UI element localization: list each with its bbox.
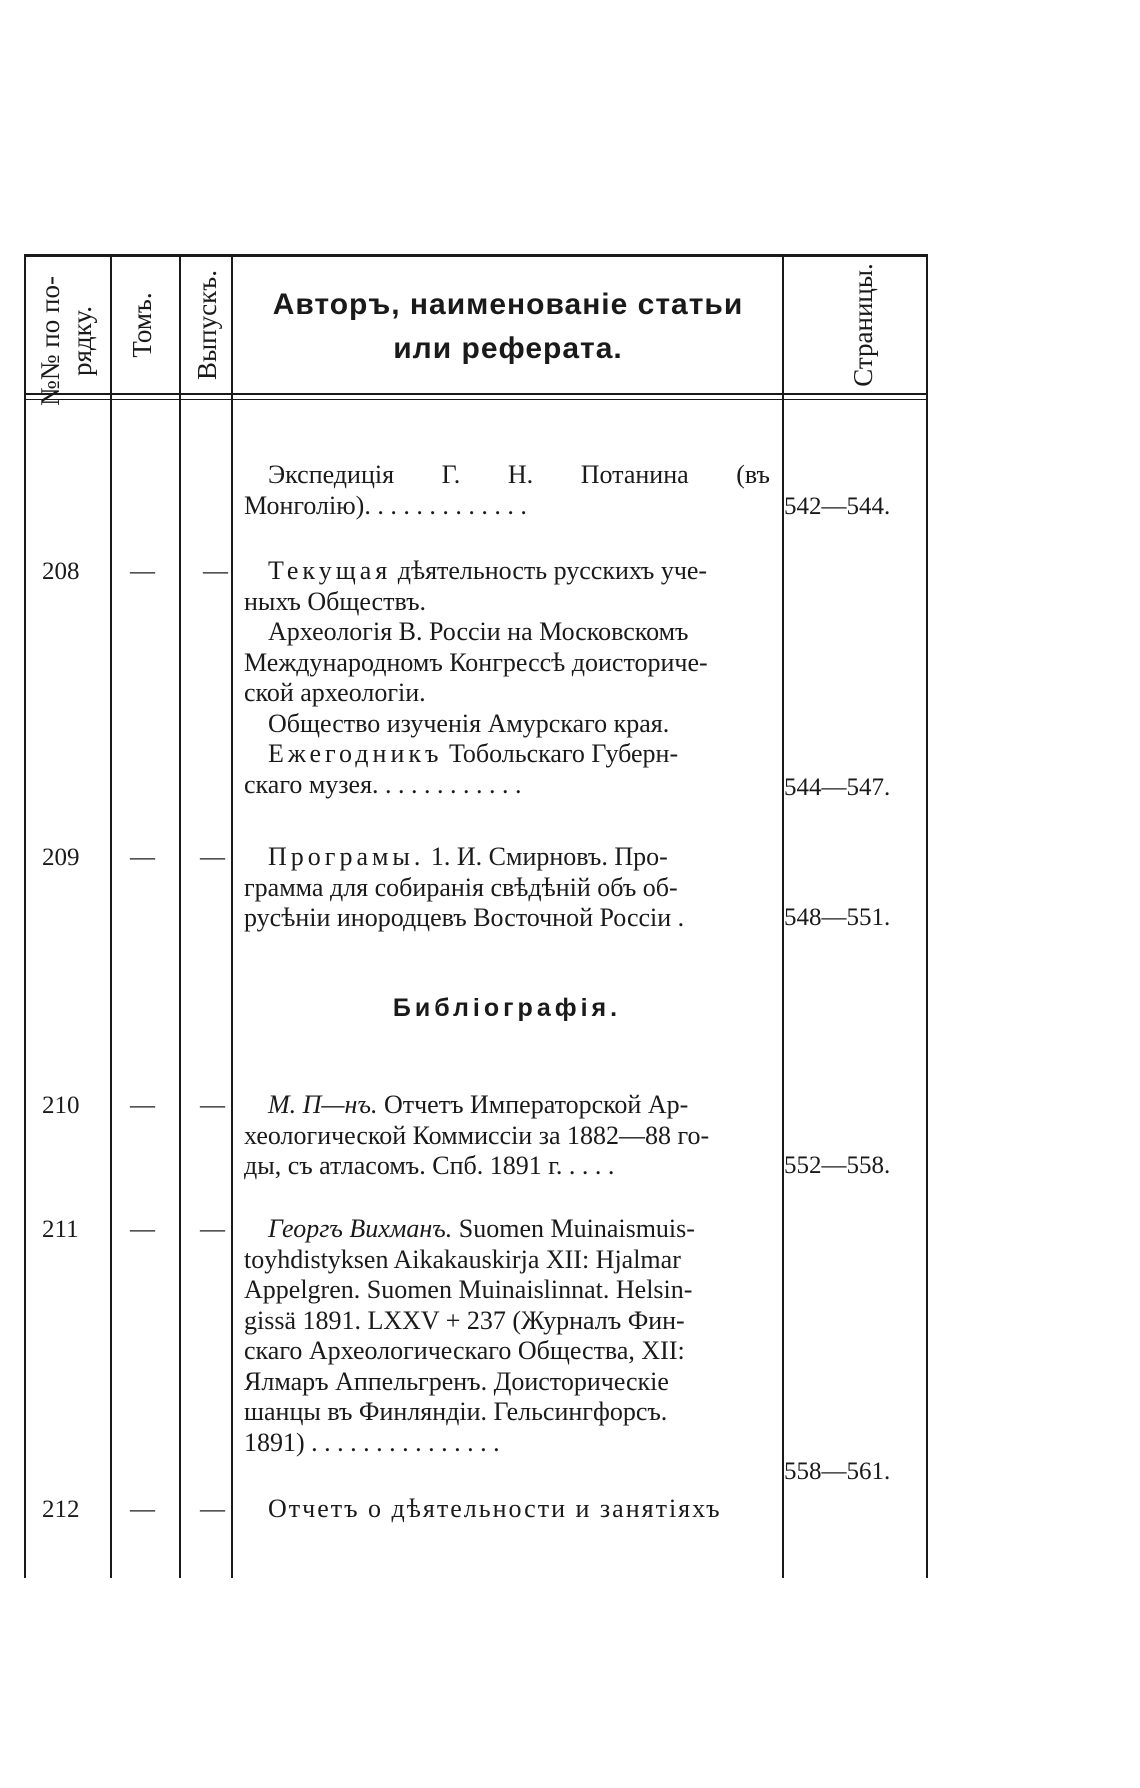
entry-text <box>244 1214 770 1458</box>
header-vypusk: Выпускъ. <box>192 270 222 380</box>
entry-line: Экспедиція Г. Н. Потанина (въ <box>268 460 770 489</box>
entry-line: Отчетъ о дѣятельности и занятіяхъ <box>268 1494 722 1523</box>
vypusk-dash: — <box>203 558 228 585</box>
entry-line-rest: Отчетъ Императорской Ар- <box>377 1090 689 1119</box>
entry-text <box>244 556 770 800</box>
pages-range: 552—558. <box>784 1152 891 1179</box>
entry-line: Археологія В. Россіи на Московскомъ <box>268 617 689 646</box>
entry-line: ныхъ Обществъ. <box>244 586 427 616</box>
tom-dash: — <box>130 1496 155 1523</box>
col-divider-tom <box>179 256 181 1578</box>
pages-range: 542—544. <box>784 493 891 520</box>
entry-text <box>244 1494 770 1525</box>
entry-line <box>244 556 770 587</box>
header-num-line1: №№ по по- <box>35 276 65 406</box>
entry-line: Международномъ Конгрессѣ доисториче- <box>244 647 708 677</box>
pages-range: 548—551. <box>784 904 891 931</box>
tom-dash: — <box>130 558 155 585</box>
entry-text <box>244 1090 770 1182</box>
header-pages: Страницы. <box>848 263 878 387</box>
entry-line-rest: дѣятельность русскихъ уче- <box>391 556 708 585</box>
tom-dash: — <box>130 1092 155 1119</box>
row-number: 211 <box>42 1216 79 1243</box>
header-bottom-rule <box>24 393 928 395</box>
col-divider-left <box>24 254 26 1578</box>
header-title <box>238 283 778 371</box>
entry-author: Георгъ Вихманъ. <box>268 1214 453 1243</box>
entry-line <box>244 739 770 770</box>
entry-line: скаго Археологическаго Общества, XII: <box>244 1336 685 1365</box>
entry-line: Общество изученія Амурскаго края. <box>268 708 670 738</box>
vypusk-dash: — <box>200 1496 225 1523</box>
col-divider-num <box>110 256 112 1578</box>
entry-line: 1891) . . . . . . . . . . . . . . . <box>244 1427 500 1457</box>
entry-line-rest: Suomen Muinaismuis- <box>452 1214 695 1243</box>
vypusk-dash: — <box>200 1092 225 1119</box>
row-number: 212 <box>42 1496 80 1523</box>
entry-line-lead: Текущая <box>268 556 392 585</box>
table-top-rule <box>24 254 928 257</box>
entry-line: русѣніи инородцевъ Восточной Россіи . <box>244 903 685 932</box>
entry-line-lead: Ежегодникъ <box>268 739 443 768</box>
pages-range: 544—547. <box>784 774 891 801</box>
entry-line <box>244 842 770 873</box>
col-divider-vypusk <box>231 256 233 1578</box>
entry-line: грамма для собиранія свѣдѣній объ об- <box>244 872 678 902</box>
entry-line: шанцы въ Финляндіи. Гельсингфорсъ. <box>244 1397 668 1426</box>
entry-line: ской археологіи. <box>244 678 426 707</box>
section-title: Библіографія. <box>392 994 622 1022</box>
header-bottom-rule-2 <box>24 399 928 400</box>
entry-line: Монголію). . . . . . . . . . . . . <box>244 490 527 520</box>
vypusk-dash: — <box>200 1216 225 1243</box>
entry-line: хеологической Коммиссіи за 1882—88 го- <box>244 1120 710 1150</box>
entry-line: ды, съ атласомъ. Спб. 1891 г. . . . . <box>244 1151 615 1180</box>
pages-range: 558—561. <box>784 1458 891 1485</box>
header-num <box>34 271 98 411</box>
entry-line: toyhdistyksen Aikakauskirja XII: Hjalmar <box>244 1244 681 1274</box>
col-divider-right <box>926 254 928 1578</box>
tom-dash: — <box>130 1216 155 1243</box>
header-tom: Томъ. <box>127 292 157 358</box>
entry-line: Appelgren. Suomen Muinaislinnat. Helsin- <box>244 1275 693 1304</box>
entry-line: скаго музея. . . . . . . . . . . . <box>244 769 522 799</box>
entry-line-rest: 1. И. Смирновъ. Про- <box>424 842 668 871</box>
row-number: 208 <box>42 558 80 585</box>
header-num-line2: рядку. <box>67 306 97 376</box>
entry-text <box>244 842 770 934</box>
vypusk-dash: — <box>200 844 225 871</box>
header-title-line1: Авторъ, наименованіе статьи <box>272 288 744 321</box>
row-number: 210 <box>42 1092 80 1119</box>
header-title-line2: или реферата. <box>393 332 623 365</box>
entry-text <box>244 460 770 521</box>
entry-line: Ялмаръ Аппельгренъ. Доисторическіе <box>244 1366 669 1396</box>
tom-dash: — <box>130 844 155 871</box>
entry-author: М. П—нъ. <box>268 1090 378 1119</box>
entry-line <box>244 1090 770 1121</box>
entry-line-rest: Тобольскаго Губерн- <box>442 739 679 768</box>
entry-line <box>244 1214 770 1245</box>
entry-line-lead: Програмы. <box>268 842 425 871</box>
entry-line: gissä 1891. LXXV + 237 (Журналъ Фин- <box>244 1305 685 1335</box>
row-number: 209 <box>42 844 80 871</box>
